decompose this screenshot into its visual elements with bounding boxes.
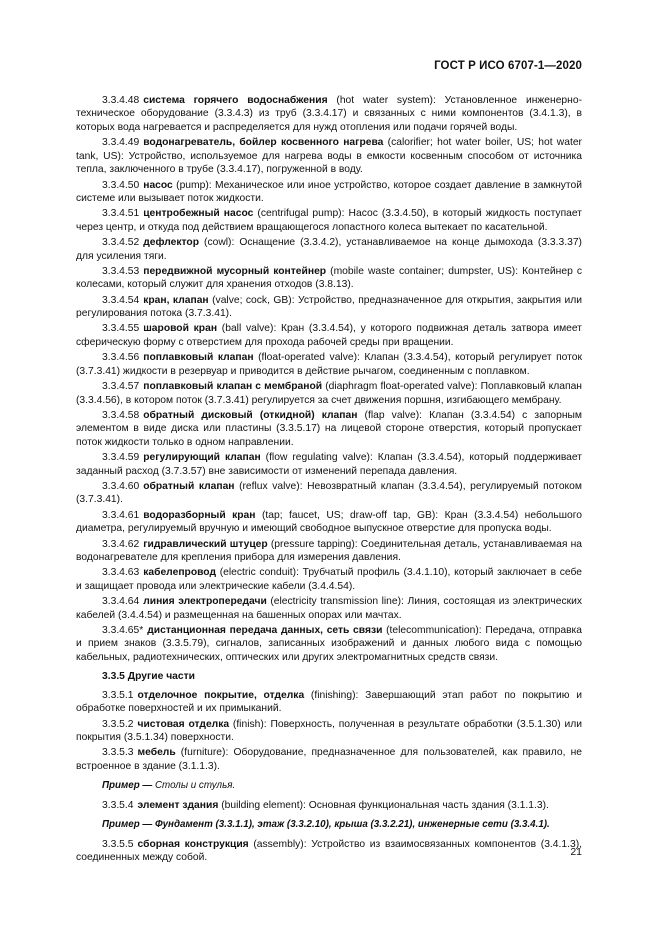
entry-number: 3.3.4.57 [102,381,140,393]
entry-definition: (calorifier; hot water boiler, US; hot water tank, US): Устройство, используемое для нагрева воды в емкости косвенным способом от источника тепла, заключенного в трубе (3.3.4.17), погруженной в воду. [76,137,582,176]
example-text: Фундамент (3.3.1.1), этаж (3.3.2.10), крыша (3.3.2.21), инженерные сети (3.3.4.1). [152,819,550,831]
entry-number: 3.3.4.59 [102,452,140,464]
document-header: ГОСТ Р ИСО 6707-1—2020 [434,60,582,72]
entry-definition: (float-operated valve): Клапан (3.3.4.54), который регулирует поток (3.7.3.41) жидкости в резервуар и приводится в действие рычагом, соединенным с поплавком. [76,352,582,377]
entry-term: водонагреватель, бойлер косвенного нагрева [143,137,384,149]
entry-definition: (ball valve): Кран (3.3.4.54), у которого подвижная деталь затвора имеет сферическую форму с отверстием для прохода рабочей среды при вращении. [76,323,583,348]
entry-term: поплавковый клапан с мембраной [143,381,323,393]
entry-number: 3.3.5.4 [102,799,134,811]
entry-3-3-4-64 [76,595,582,622]
section-number: 3.3.5 [102,671,125,683]
entry-term: центробежный насос [143,208,254,220]
entry-number: 3.3.5.5 [102,838,134,850]
entry-3-3-5-1 [76,689,582,716]
section-heading [76,670,582,683]
entry-3-3-4-63 [76,566,582,593]
document-body [76,94,582,866]
entry-number: 3.3.5.3 [102,747,134,759]
entry-definition: (pressure tapping): Соединительная деталь, устанавливаемая на водонагревателе для крепления прибора для измерения давления. [76,538,582,563]
entry-number: 3.3.4.62 [102,538,140,550]
entry-number: 3.3.4.53 [102,265,140,277]
entry-number: 3.3.4.54 [102,294,140,306]
example-note [76,779,582,792]
entry-number: 3.3.4.56 [102,352,140,364]
entry-definition: (electric conduit): Трубчатый профиль (3.4.1.10), который заключает в себе и защищает провода или электрические кабели (3.4.4.54). [76,567,582,592]
entry-definition: (electricity transmission line): Линия, состоящая из электрических кабелей (3.4.4.54) и размещенная на башенных опорах или мачтах. [76,596,582,621]
entry-number: 3.3.4.63 [102,567,140,579]
entry-3-3-4-62 [76,538,582,565]
entry-term: дистанционная передача данных, сеть связи [147,624,383,636]
entry-definition: (flow regulating valve): Клапан (3.3.4.54), который поддерживает заданный расход (3.7.3.57) вне зависимости от изменений перепада давления. [76,452,582,477]
entry-number: 3.3.4.55 [102,323,140,335]
entry-term: шаровой кран [143,323,218,335]
entry-3-3-4-50 [76,179,582,206]
entry-3-3-5-3 [76,746,582,773]
entry-definition: (diaphragm float-operated valve): Поплавковый клапан (3.3.4.56), в котором поток (3.7.3.41) регулируется за счет движения поршня, изгибающего мембрану. [76,381,582,406]
entry-term: кабелепровод [143,567,217,579]
entry-3-3-4-52 [76,236,582,263]
entry-3-3-4-55 [76,322,582,349]
entry-term: водоразборный кран [143,509,256,521]
entry-term: отделочное покрытие, отделка [137,689,305,701]
entry-definition: (reflux valve): Невозвратный клапан (3.3.4.54), регулируемый потоком (3.7.3.41). [76,480,582,506]
entry-term: обратный дисковый (откидной) клапан [143,409,358,421]
entry-3-3-4-56 [76,351,582,378]
entry-number: 3.3.4.61 [102,509,140,521]
entry-3-3-4-53 [76,265,582,292]
entry-term: насос [143,179,173,191]
entry-term: элемент здания [137,799,219,811]
entry-3-3-4-51 [76,207,582,234]
entry-number: 3.3.4.50 [102,179,140,191]
entry-3-3-4-58 [76,409,582,449]
entry-definition: (mobile waste container; dumpster, US): Контейнер с колесами, который служит для хранения отходов (3.8.13). [76,265,582,291]
entry-term: дефлектор [143,237,200,249]
entry-definition: (building element): Основная функциональная часть здания (3.1.1.3). [218,799,549,811]
entry-term: поплавковый клапан [143,352,254,364]
entry-3-3-4-57 [76,380,582,407]
entry-term: система горячего водоснабжения [143,95,328,106]
page-number: 21 [570,846,582,858]
entry-term: сборная конструкция [137,838,249,850]
entry-term: регулирующий клапан [143,452,261,464]
entry-3-3-4-49 [76,136,582,176]
entry-number: 3.3.4.65* [102,624,144,636]
entry-definition: (finishing): Завершающий этап работ по покрытию и обработке поверхностей и их примыканий. [76,689,582,715]
entry-definition: (centrifugal pump): Насос (3.3.4.50), в который жидкость поступает через центр, и откуда под действием вращающегося лопастного колеса вытекает по касательной. [76,208,582,233]
entry-definition: (telecommunication): Передача, отправка и прием знаков (3.3.5.79), сигналов, записанных изображений и данных любого вида с помощью кабельных, радиотехнических, оптических или других электромагнитных средств связи. [76,624,582,663]
entry-definition: (flap valve): Клапан (3.3.4.54) с запорным элементом в виде диска или пластины (3.3.5.17) на лицевой стороне отверстия, который пропускает поток жидкости только в одном направлении. [76,409,582,448]
entry-definition: (tap; faucet, US; draw-off tap, GB): Кран (3.3.4.54) небольшого диаметра, регулируемый вручную и имеющий свободное выпускное отверстие для пропуска воды. [76,509,582,535]
entry-number: 3.3.5.2 [102,718,134,730]
entry-definition: (hot water system): Установленное инженерно-техническое оборудование (3.3.4.3) из труб (3.3.4.17) и связанных с ними компонентов (3.4.1.3), в которых вода нагревается и распределяется для нужд отопления или подачи горячей воды. [76,95,582,133]
entry-3-3-5-5 [76,838,582,865]
entry-3-3-4-54 [76,294,582,321]
entry-3-3-4-61 [76,509,582,536]
entry-number: 3.3.4.51 [102,208,140,220]
entry-number: 3.3.5.1 [102,689,134,701]
entry-3-3-4-60 [76,480,582,507]
entry-term: передвижной мусорный контейнер [143,265,327,277]
example-text: Столы и стулья. [152,780,236,792]
entry-definition: (finish): Поверхность, полученная в результате обработки (3.5.1.30) или покрытия (3.5.1.34) поверхности. [76,718,582,743]
entry-number: 3.3.4.60 [102,480,140,492]
entry-term: мебель [137,747,176,759]
entry-definition: (furniture): Оборудование, предназначенное для пользователей, как правило, не встроенное в здание (3.1.1.3). [76,747,582,772]
entry-3-3-4-59 [76,451,582,478]
entry-term: линия электропередачи [143,596,267,608]
example-label: Пример — [102,819,153,831]
entry-number: 3.3.4.49 [102,137,140,149]
section-title: Другие части [127,671,196,683]
entry-definition: (assembly): Устройство из взаимосвязанных компонентов (3.4.1.3), соединенных между собой. [76,838,582,864]
entry-3-3-4-65 [76,624,582,664]
entry-term: гидравлический штуцер [143,538,268,550]
example-note [76,818,582,831]
entry-3-3-4-48 [76,94,582,134]
entry-term: чистовая отделка [137,718,230,730]
entry-definition: (cowl): Оснащение (3.3.4.2), устанавливаемое на конце дымохода (3.3.3.37) для усиления тяги. [76,237,582,262]
entry-3-3-5-2 [76,718,582,745]
entry-definition: (valve; cock, GB): Устройство, предназначенное для открытия, закрытия или регулирования потока (3.7.3.41). [76,294,583,320]
entry-number: 3.3.4.58 [102,409,140,421]
entry-term: обратный клапан [143,480,235,492]
entry-number: 3.3.4.52 [102,237,140,249]
entry-3-3-5-4 [76,799,582,812]
entry-number: 3.3.4.48 [102,95,140,106]
example-label: Пример — [102,780,153,792]
entry-definition: (pump): Механическое или иное устройство, которое создает давление в замкнутой системе или вызывает поток жидкости. [76,179,582,204]
entry-term: кран, клапан [143,294,209,306]
entry-number: 3.3.4.64 [102,596,140,608]
